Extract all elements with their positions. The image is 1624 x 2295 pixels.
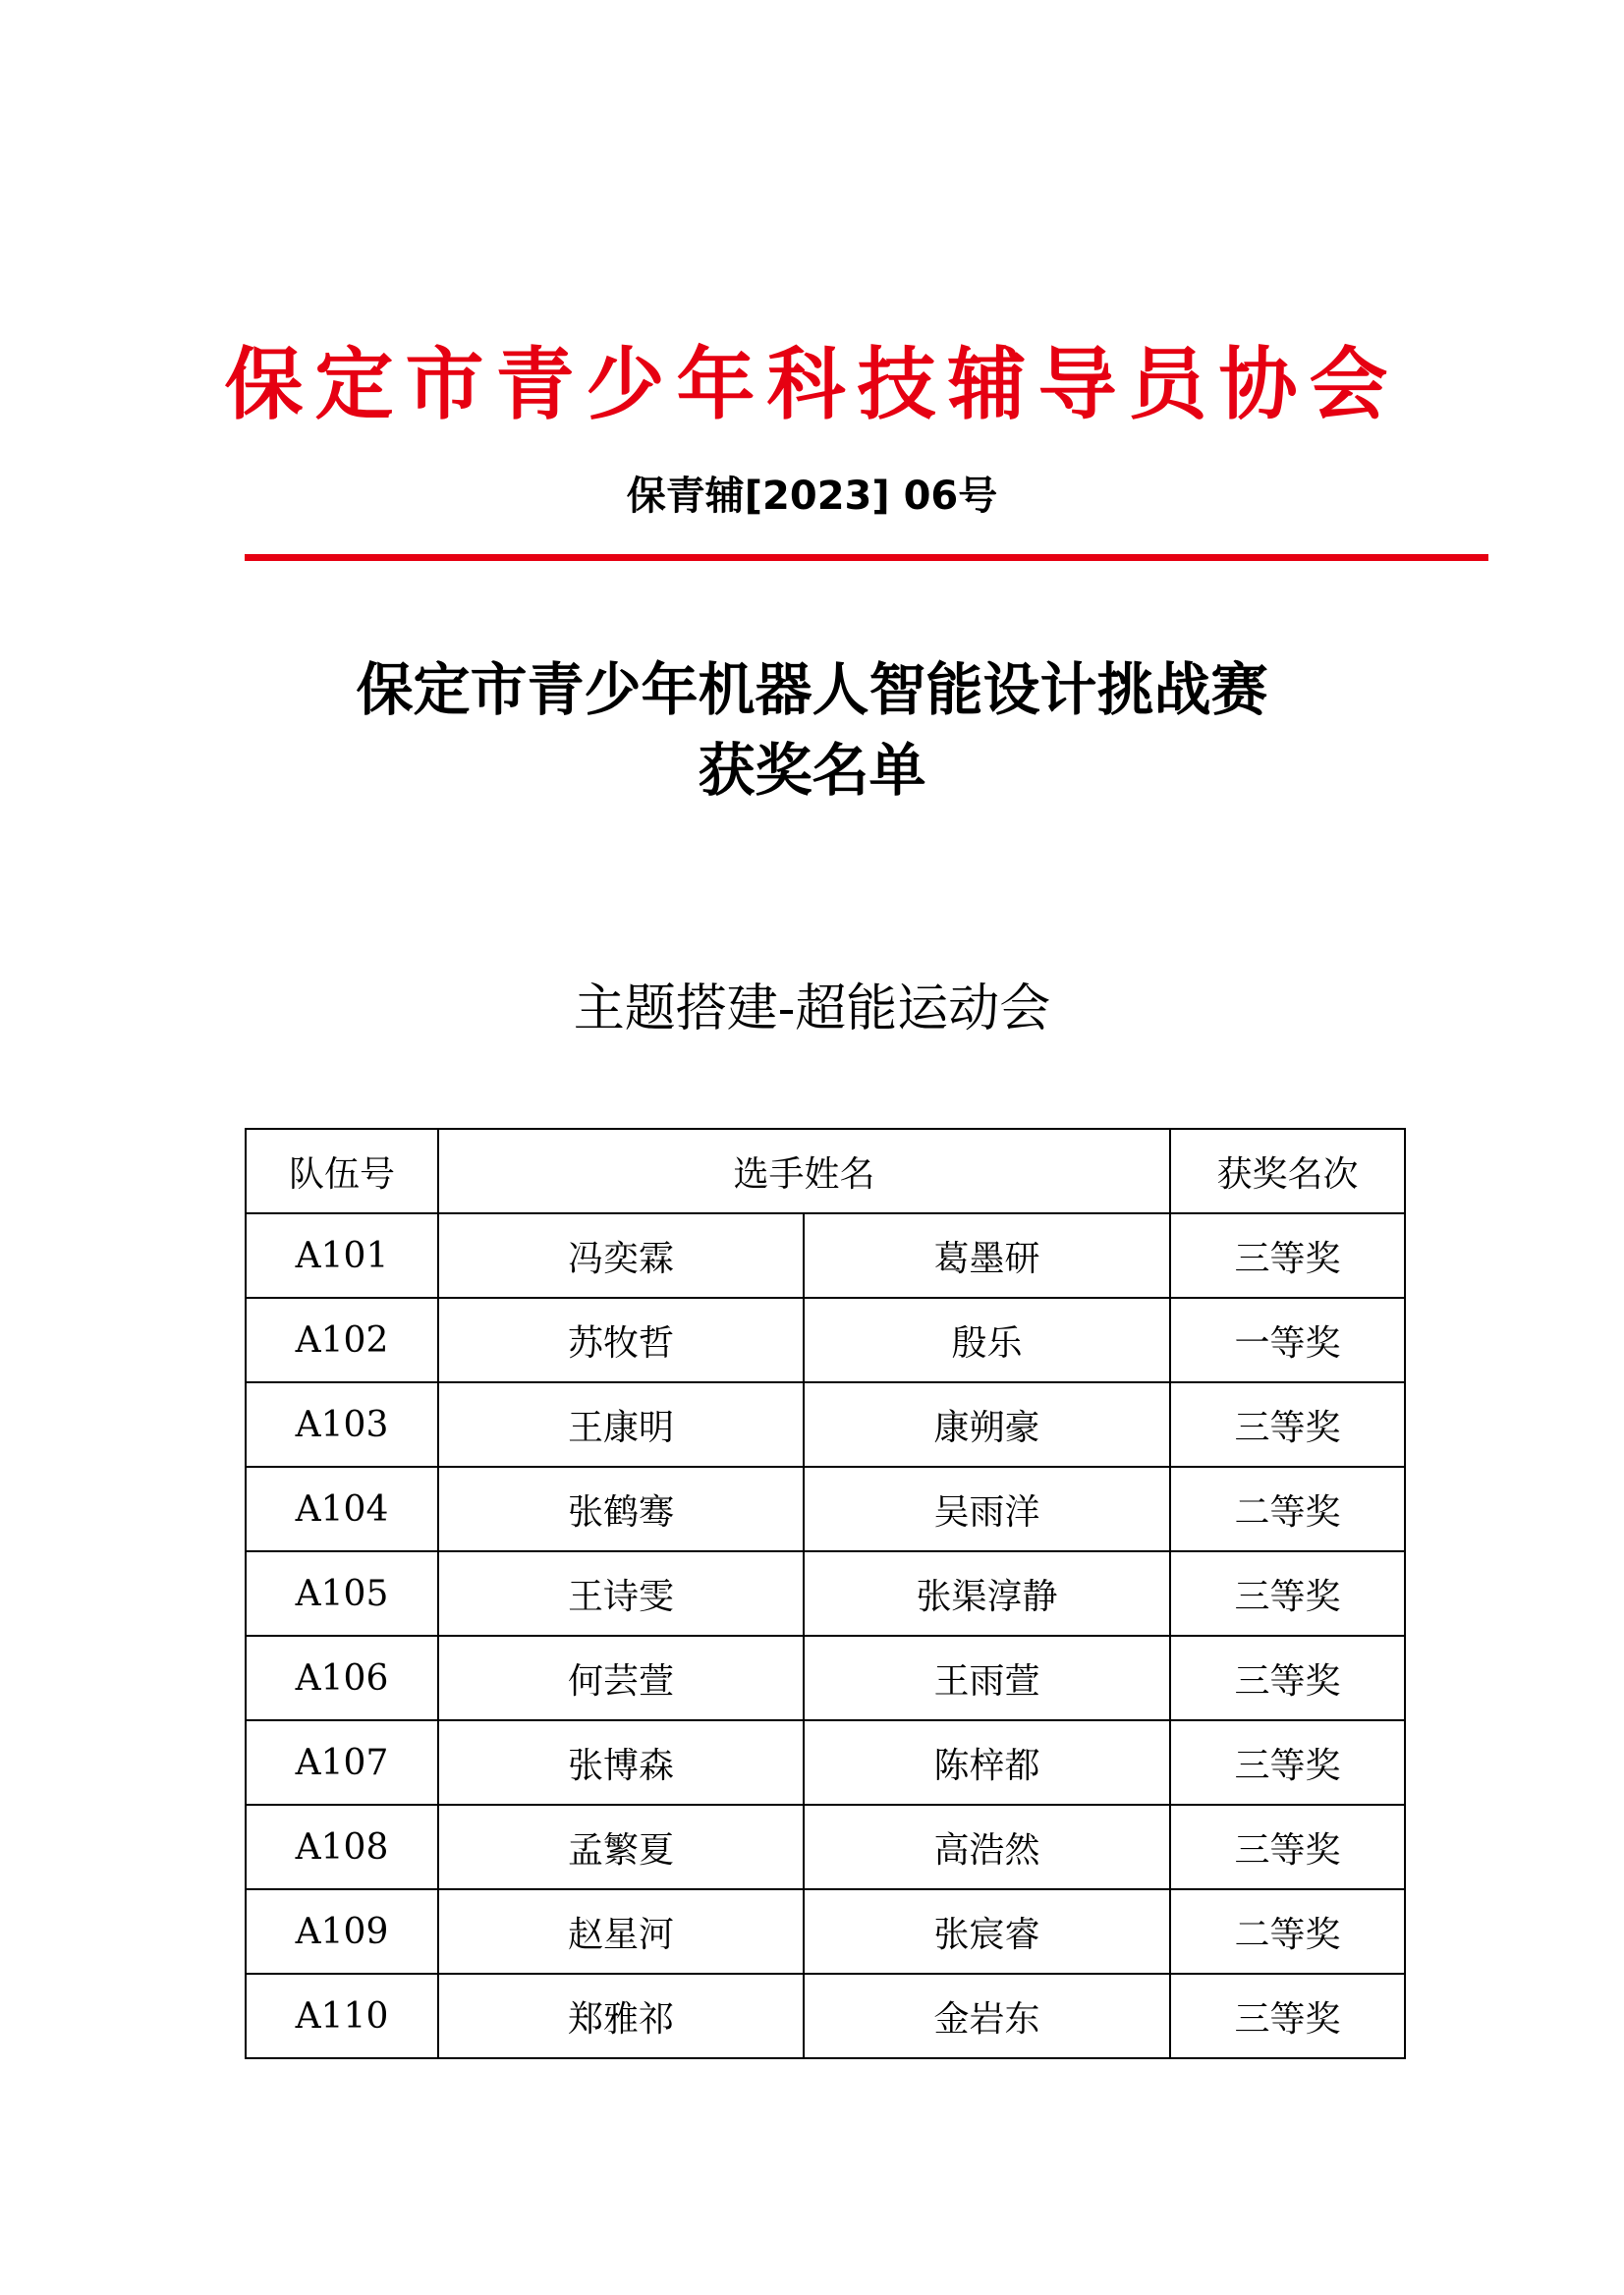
- header-team-no: 队伍号: [246, 1129, 438, 1213]
- header-award: 获奖名次: [1170, 1129, 1405, 1213]
- team-number-cell: A106: [246, 1636, 438, 1720]
- award-cell: 二等奖: [1170, 1889, 1405, 1974]
- player1-name-cell: 张博森: [438, 1720, 804, 1805]
- player2-name-cell: 张宸睿: [804, 1889, 1170, 1974]
- header-divider: [245, 554, 1488, 561]
- player2-name-cell: 陈梓都: [804, 1720, 1170, 1805]
- player2-name-cell: 吴雨洋: [804, 1467, 1170, 1551]
- table-row: [246, 1720, 1405, 1805]
- team-number-cell: A103: [246, 1382, 438, 1467]
- table-row: [246, 1805, 1405, 1889]
- player1-name-cell: 赵星河: [438, 1889, 804, 1974]
- team-number-cell: A108: [246, 1805, 438, 1889]
- team-number-cell: A109: [246, 1889, 438, 1974]
- award-cell: 三等奖: [1170, 1636, 1405, 1720]
- table-row: [246, 1382, 1405, 1467]
- player2-name-cell: 张渠淳静: [804, 1551, 1170, 1636]
- player1-name-cell: 孟繁夏: [438, 1805, 804, 1889]
- award-table: [245, 1128, 1406, 2059]
- player1-name-cell: 王诗雯: [438, 1551, 804, 1636]
- table-row: [246, 1551, 1405, 1636]
- player1-name-cell: 郑雅祁: [438, 1974, 804, 2058]
- award-cell: 一等奖: [1170, 1298, 1405, 1382]
- table-row: [246, 1974, 1405, 2058]
- team-number-cell: A110: [246, 1974, 438, 2058]
- team-number-cell: A104: [246, 1467, 438, 1551]
- player1-name-cell: 苏牧哲: [438, 1298, 804, 1382]
- team-number-cell: A102: [246, 1298, 438, 1382]
- player2-name-cell: 葛墨研: [804, 1213, 1170, 1298]
- table-header-row: [246, 1129, 1405, 1213]
- player1-name-cell: 王康明: [438, 1382, 804, 1467]
- award-cell: 三等奖: [1170, 1551, 1405, 1636]
- table-row: [246, 1889, 1405, 1974]
- team-number-cell: A107: [246, 1720, 438, 1805]
- main-title-line2: 获奖名单: [698, 737, 926, 804]
- award-cell: 三等奖: [1170, 1974, 1405, 2058]
- award-cell: 三等奖: [1170, 1213, 1405, 1298]
- header-player-names: 选手姓名: [438, 1129, 1170, 1213]
- player2-name-cell: 高浩然: [804, 1805, 1170, 1889]
- table-row: [246, 1636, 1405, 1720]
- table-row: [246, 1467, 1405, 1551]
- player2-name-cell: 王雨萱: [804, 1636, 1170, 1720]
- table-body: [246, 1213, 1405, 2058]
- award-cell: 二等奖: [1170, 1467, 1405, 1551]
- player2-name-cell: 金岩东: [804, 1974, 1170, 2058]
- section-title: 主题搭建-超能运动会: [573, 980, 1051, 1038]
- team-number-cell: A105: [246, 1551, 438, 1636]
- organization-title: 保定市青少年科技辅导员协会: [224, 339, 1400, 430]
- award-cell: 三等奖: [1170, 1720, 1405, 1805]
- player2-name-cell: 殷乐: [804, 1298, 1170, 1382]
- player1-name-cell: 张鹤骞: [438, 1467, 804, 1551]
- table-row: [246, 1298, 1405, 1382]
- player1-name-cell: 冯奕霖: [438, 1213, 804, 1298]
- main-title-line1: 保定市青少年机器人智能设计挑战赛: [356, 656, 1268, 723]
- player2-name-cell: 康朔豪: [804, 1382, 1170, 1467]
- document-number: 保青辅[2023] 06号: [626, 474, 998, 519]
- table-row: [246, 1213, 1405, 1298]
- team-number-cell: A101: [246, 1213, 438, 1298]
- award-cell: 三等奖: [1170, 1382, 1405, 1467]
- player1-name-cell: 何芸萱: [438, 1636, 804, 1720]
- award-cell: 三等奖: [1170, 1805, 1405, 1889]
